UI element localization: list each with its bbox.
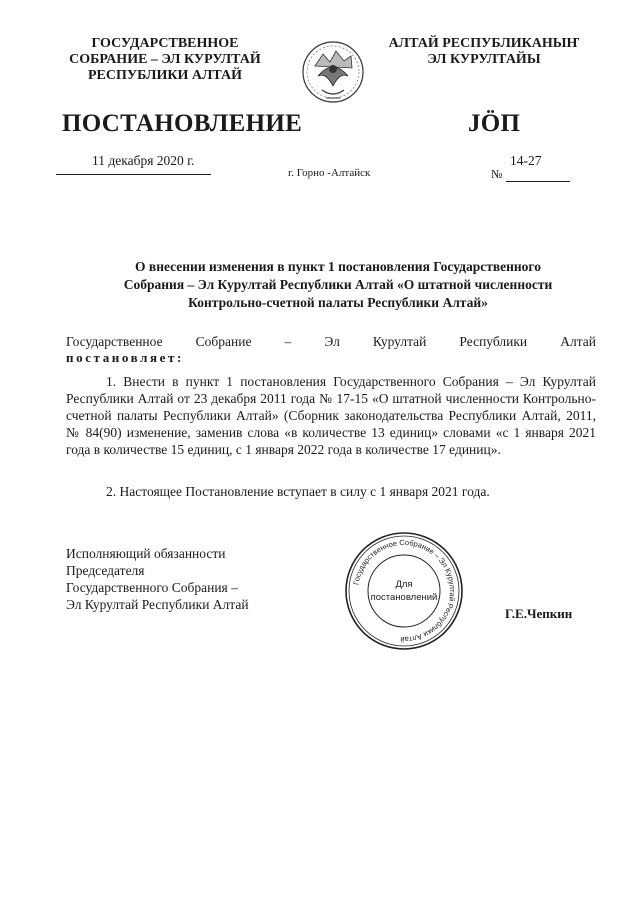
resolves-word: постановляет: <box>66 350 184 365</box>
official-stamp <box>343 530 465 652</box>
org-name-russian <box>60 36 270 84</box>
signatory-title-line: Государственного Собрания – <box>66 580 238 595</box>
subject-line: О внесении изменения в пункт 1 постановления Государственного <box>135 259 541 274</box>
signatory-title-line: Председателя <box>66 563 145 578</box>
signatory-title-line: Исполняющий обязанности <box>66 546 226 561</box>
subject-line: Контрольно-счетной палаты Республики Алтай» <box>188 295 488 310</box>
stamp-ring-text: Государственное Собрание – Эл Курултай Республики Алтай <box>351 537 458 645</box>
document-title-russian: ПОСТАНОВЛЕНИЕ <box>62 110 303 137</box>
date-underline <box>56 174 211 175</box>
resolution-item-2: 2. Настоящее Постановление вступает в силу с 1 января 2021 года. <box>106 484 490 499</box>
org-name-line: СОБРАНИЕ – ЭЛ КУРУЛТАЙ <box>69 52 261 67</box>
stamp-center-line: постановлений <box>370 592 438 603</box>
number-sign: № <box>491 167 503 181</box>
org-name-line: АЛТАЙ РЕСПУБЛИКАНЫҤ <box>388 36 580 51</box>
resolution-item-1: 1. Внести в пункт 1 постановления Государственного Собрания – Эл Курултай Республики Алтай от 23 декабря 2011 года № 17-15 «О штатной численности Контрольно-счетной палаты Республики Алтай» (Сборник законодательства Республики Алтай, 2011, № 84(90) изменение, заменив слова «в количестве 13 единиц» словами «с 1 января 2021 года в количестве 15 единиц, с 1 января 2022 года в количестве 17 единиц». <box>66 374 596 457</box>
signatory-name: Г.Е.Чепкин <box>505 606 573 621</box>
document-city: г. Горно -Алтайск <box>288 167 371 179</box>
preamble: Государственное Собрание – Эл Курултай Республики Алтай <box>66 334 596 349</box>
number-underline <box>506 181 570 182</box>
document-title-altai: JÖП <box>468 110 521 137</box>
stamp-center-line: Для <box>395 579 413 590</box>
subject-line: Собрания – Эл Курултай Республики Алтай «О штатной численности <box>123 277 553 292</box>
document-subject <box>70 258 606 312</box>
org-name-line: ЭЛ КУРУЛТАЙЫ <box>427 52 541 67</box>
org-name-line: РЕСПУБЛИКИ АЛТАЙ <box>87 68 243 83</box>
document-date: 11 декабря 2020 г. <box>92 153 195 168</box>
document-number: 14-27 <box>510 153 542 168</box>
org-name-altai <box>384 36 584 68</box>
coat-of-arms-icon <box>300 36 366 116</box>
signatory-title <box>66 545 286 613</box>
signatory-title-line: Эл Курултай Республики Алтай <box>66 597 249 612</box>
org-name-line: ГОСУДАРСТВЕННОЕ <box>91 36 239 51</box>
